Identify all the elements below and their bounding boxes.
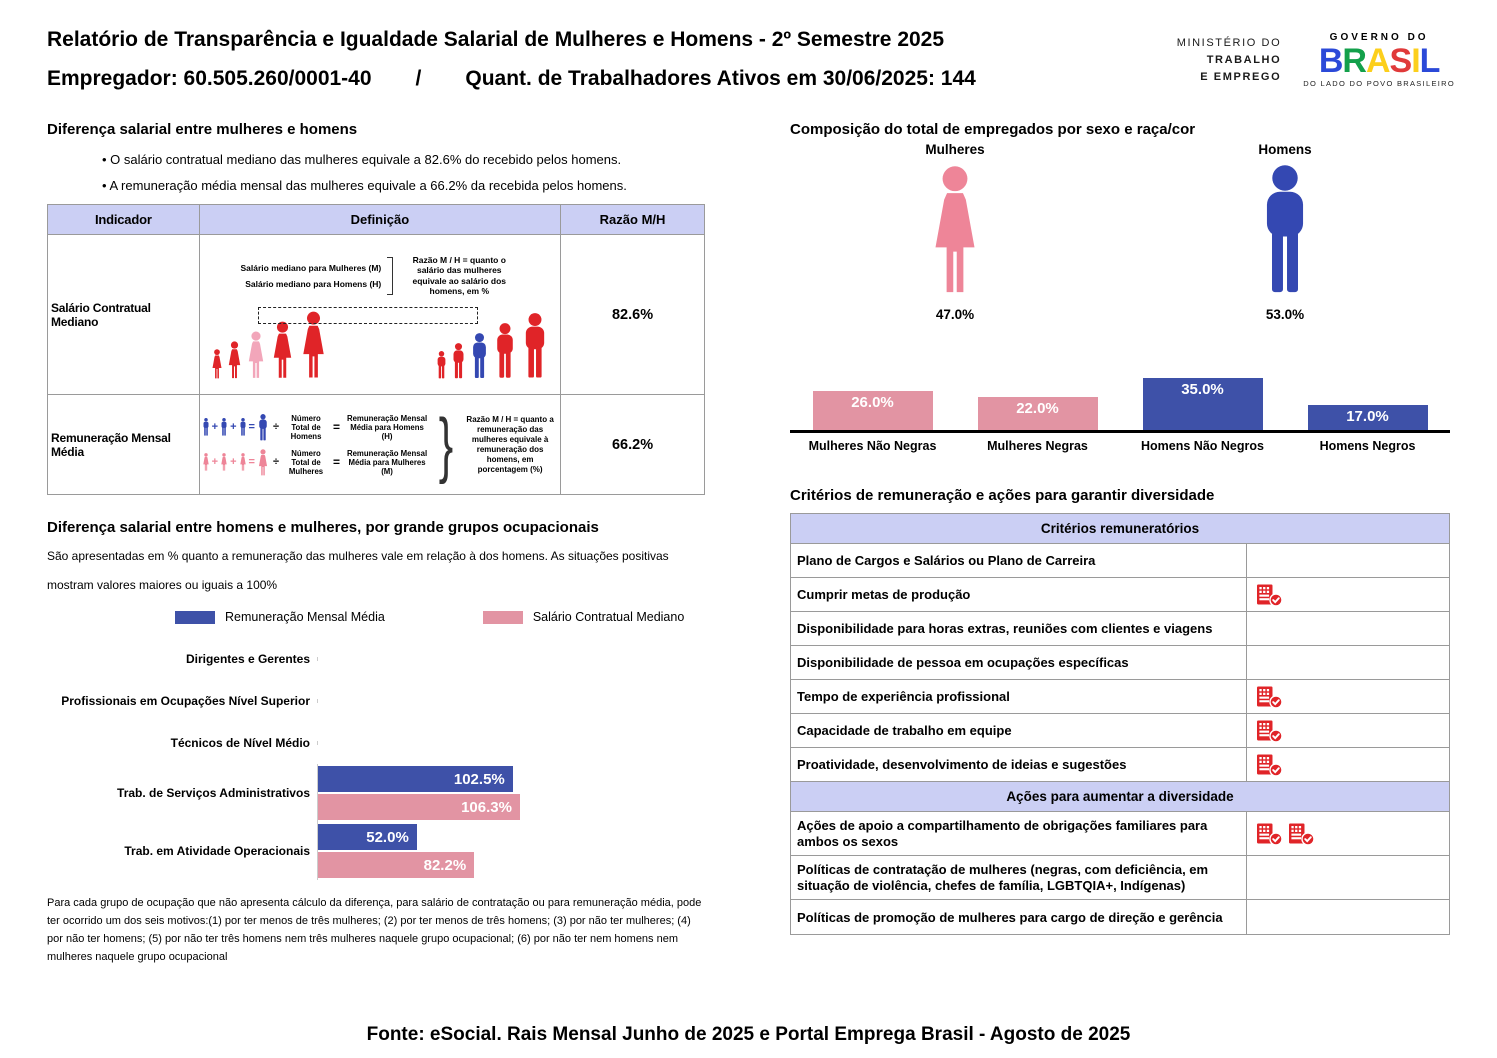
diagram1-label-men: Salário mediano para Homens (H)	[245, 278, 382, 289]
occupational-bars-area	[317, 741, 707, 745]
criteria-icons-cell	[1247, 748, 1449, 781]
average-pay-label: Remuneração Mensal Média para Homens (H)	[346, 413, 428, 441]
occupational-bar-chart	[47, 638, 707, 880]
occupation-group-label: Técnicos de Nível Médio	[170, 735, 310, 750]
criteria-row	[791, 544, 1449, 578]
composition-bar	[1143, 378, 1263, 431]
legend-swatch-pink	[483, 611, 523, 624]
bar-category-label: Homens Negros	[1319, 439, 1416, 453]
occupational-subtitle: São apresentadas em % quanto a remuneração das mulheres vale em relação à dos homens. As situações positivas mostram valores maiores ou iguais a 100%	[47, 549, 669, 592]
median-man-figure-icon	[469, 333, 490, 379]
equals-sign: =	[333, 420, 341, 434]
occupation-group-label: Dirigentes e Gerentes	[185, 651, 310, 666]
ministry-line1: MINISTÉRIO DO	[1176, 36, 1282, 49]
criteria-icons-cell	[1247, 680, 1449, 713]
diagram1-labels	[241, 260, 382, 292]
criteria-group-header: Ações para aumentar a diversidade	[791, 782, 1449, 812]
company-check-icon	[1288, 821, 1315, 846]
criteria-row	[791, 900, 1449, 934]
female-pictogram-block	[790, 142, 1120, 322]
bar-value-label: 17.0%	[1346, 407, 1389, 425]
criteria-row	[791, 714, 1449, 748]
occupational-chart-row	[47, 722, 707, 764]
ratio-value-median: 82.6%	[561, 235, 705, 395]
woman-figure-icon	[210, 349, 224, 379]
diagram1-pictogram	[206, 301, 554, 379]
ministry-line3: E EMPREGO	[1200, 70, 1282, 83]
criteria-label: Capacidade de trabalho em equipe	[791, 714, 1247, 747]
man-figure-icon	[520, 313, 550, 379]
divide-sign: ÷	[272, 421, 280, 433]
divide-sign: ÷	[272, 456, 280, 468]
bullet-median-salary: • O salário contratual mediano das mulheres equivale a 82.6% do recebido pelos homens.	[102, 152, 707, 167]
diagram1-note: Razão M / H = quanto o salário das mulheres equivale ao salário dos homens, em %	[412, 254, 507, 296]
employer-id: Empregador: 60.505.260/0001-40	[47, 67, 372, 90]
occupational-bar: 82.2%	[318, 852, 474, 878]
criteria-table	[790, 513, 1450, 935]
active-workers-count: Quant. de Trabalhadores Ativos em 30/06/2025: 144	[465, 67, 976, 90]
composition-heading: Composição do total de empregados por sexo e raça/cor	[790, 121, 1196, 138]
salary-gap-heading: Diferença salarial entre mulheres e homens	[47, 121, 358, 138]
occupational-chart-row	[47, 764, 707, 822]
legend-label-remuneracao: Remuneração Mensal Média	[225, 610, 385, 624]
legend-label-salario: Salário Contratual Mediano	[532, 610, 685, 624]
ratio-value-average: 66.2%	[561, 395, 705, 495]
occupational-chart-row	[47, 638, 707, 680]
diagram2-note: Razão M / H = quanto a remuneração das mulheres equivale à remuneração dos homens, em porcentagem (%)	[466, 414, 554, 474]
company-check-icon	[1256, 684, 1283, 709]
col-header-razao: Razão M/H	[561, 205, 705, 235]
criteria-label: Políticas de contratação de mulheres (negras, com deficiência, em situação de violência, chefes de família, LGBTQIA+, Indígenas)	[791, 856, 1247, 899]
company-check-icon	[1256, 582, 1283, 607]
small-figure-icon	[220, 453, 228, 471]
male-label: Homens	[1258, 142, 1312, 157]
criteria-icons-cell	[1247, 900, 1449, 934]
header-titles	[47, 28, 976, 91]
criteria-icons-cell	[1247, 544, 1449, 577]
col-header-indicador: Indicador	[48, 205, 200, 235]
criteria-row	[791, 748, 1449, 782]
bar-value-label: 35.0%	[1181, 380, 1224, 398]
company-check-icon	[1256, 718, 1283, 743]
occupational-bars-area	[317, 657, 707, 661]
governo-do-brasil-logo	[1303, 32, 1455, 88]
composition-bar-column	[1285, 405, 1450, 431]
composition-bar-column	[790, 391, 955, 430]
composition-bar-column	[955, 397, 1120, 430]
ministry-line2: TRABALHO	[1206, 53, 1282, 66]
criteria-label: Disponibilidade para horas extras, reuniões com clientes e viagens	[791, 612, 1247, 645]
criteria-label: Plano de Cargos e Salários ou Plano de Carreira	[791, 544, 1247, 577]
diagram1-label-women: Salário mediano para Mulheres (M)	[240, 262, 382, 273]
math-sign: +	[230, 456, 237, 468]
criteria-icons-cell	[1247, 646, 1449, 679]
definition-diagram-average	[199, 395, 560, 495]
criteria-row	[791, 612, 1449, 646]
criteria-label: Disponibilidade de pessoa em ocupações específicas	[791, 646, 1247, 679]
small-figure-icon	[239, 418, 247, 436]
criteria-row	[791, 646, 1449, 680]
brasil-letter: B	[1318, 42, 1343, 80]
composition-pictograms	[790, 142, 1450, 322]
female-label: Mulheres	[925, 142, 985, 157]
brasil-letter: I	[1411, 42, 1420, 80]
female-figure-icon	[923, 165, 987, 295]
left-column	[47, 91, 707, 966]
bracket-shape	[387, 257, 393, 295]
woman-figure-icon	[226, 341, 243, 379]
brasil-letter: L	[1419, 42, 1440, 80]
occupational-bars-area	[317, 699, 707, 703]
criteria-label: Proatividade, desenvolvimento de ideias e sugestões	[791, 748, 1247, 781]
composition-bar	[978, 397, 1098, 430]
small-figure-icon	[239, 453, 247, 471]
criteria-icons-cell	[1247, 578, 1449, 611]
man-figure-icon	[492, 323, 518, 379]
male-percentage: 53.0%	[1265, 307, 1305, 322]
math-sign: =	[248, 456, 255, 468]
gov-slogan: DO LADO DO POVO BRASILEIRO	[1303, 79, 1455, 88]
occupational-bar: 52.0%	[318, 824, 417, 850]
woman-figure-icon	[269, 321, 296, 379]
report-subtitle	[47, 67, 976, 91]
occupational-chart-row	[47, 680, 707, 722]
source-footer: Fonte: eSocial. Rais Mensal Junho de 2025 e Portal Emprega Brasil - Agosto de 2025	[366, 1024, 1131, 1045]
occupation-group-label: Trab. de Serviços Administrativos	[117, 785, 310, 800]
math-sign: +	[230, 421, 237, 433]
indicator-table	[47, 204, 705, 495]
occupational-footnote: Para cada grupo de ocupação que não apresenta cálculo da diferença, para salário de contratação ou para remuneração média, pode ter ocorrido um dos seis motivos:(1) por ter menos de três mulheres; (2) por ter menos de três homens; (3) por não ter mulheres; (4) por não ter homens; (5) por não ter três homens nem três mulheres naquele grupo ocupacional; (6) por não ter nem homens nem mulheres naquele grupo ocupacional	[47, 897, 702, 963]
indicator-label: Salário Contratual Mediano	[48, 235, 200, 395]
chart-legend	[175, 610, 707, 624]
male-pictogram-block	[1120, 142, 1450, 322]
criteria-label: Tempo de experiência profissional	[791, 680, 1247, 713]
brace-shape: }	[438, 404, 454, 485]
indicator-table-header-row	[48, 205, 705, 235]
bar-category-label: Mulheres Não Negras	[808, 439, 937, 453]
report-title: Relatório de Transparência e Igualdade Salarial de Mulheres e Homens - 2º Semestre 2025	[47, 28, 945, 51]
criteria-icons-cell	[1247, 714, 1449, 747]
company-check-icon	[1256, 752, 1283, 777]
main-columns	[0, 91, 1497, 966]
composition-bar-labels	[790, 439, 1450, 453]
small-figure-icon	[202, 418, 210, 436]
occupational-bar: 102.5%	[318, 766, 513, 792]
equals-sign: =	[333, 455, 341, 469]
criteria-row	[791, 578, 1449, 612]
col-header-definicao: Definição	[199, 205, 560, 235]
large-figure-icon	[257, 449, 269, 476]
brasil-wordmark	[1303, 43, 1455, 79]
composition-bar-chart	[790, 374, 1450, 430]
criteria-label: Ações de apoio a compartilhamento de obrigações familiares para ambos os sexos	[791, 812, 1247, 855]
bar-category-label: Homens Não Negros	[1141, 439, 1264, 453]
criteria-label: Políticas de promoção de mulheres para cargo de direção e gerência	[791, 900, 1247, 934]
brasil-letter: R	[1342, 42, 1366, 80]
right-column	[790, 91, 1450, 966]
criteria-label: Cumprir metas de produção	[791, 578, 1247, 611]
brasil-letter: S	[1389, 42, 1412, 80]
brasil-letter: A	[1365, 42, 1390, 80]
header-logos	[1177, 32, 1455, 88]
criteria-icons-cell	[1247, 812, 1449, 855]
criteria-row	[791, 680, 1449, 714]
table-row-remuneracao-media	[48, 395, 705, 495]
large-figure-icon	[257, 414, 269, 441]
composition-bar	[813, 391, 933, 430]
occupational-bars-area	[317, 822, 707, 880]
formula-row	[202, 449, 430, 476]
ministry-logo	[1177, 35, 1282, 86]
total-count-label: Número Total de Mulheres	[288, 448, 324, 476]
male-figure-icon	[1256, 165, 1314, 295]
company-check-icon	[1256, 821, 1283, 846]
criteria-heading: Critérios de remuneração e ações para garantir diversidade	[790, 487, 1215, 504]
bar-value-label: 26.0%	[851, 394, 894, 411]
gov-top-text: GOVERNO DO	[1329, 32, 1429, 43]
bar-category-label: Mulheres Negras	[987, 439, 1088, 453]
occupation-group-label: Trab. em Atividade Operacionais	[124, 843, 310, 858]
subtitle-separator: /	[415, 67, 422, 90]
formula-row	[202, 414, 430, 441]
composition-bar-column	[1120, 378, 1285, 431]
math-sign: =	[248, 421, 255, 433]
criteria-icons-cell	[1247, 856, 1449, 899]
math-sign: +	[211, 421, 219, 433]
diagram2-formula-rows	[202, 414, 430, 476]
small-figure-icon	[220, 418, 228, 436]
female-percentage: 47.0%	[935, 307, 975, 322]
definition-diagram-median	[199, 235, 560, 395]
small-figure-icon	[202, 453, 210, 471]
composition-bar	[1308, 405, 1428, 431]
criteria-row	[791, 812, 1449, 856]
occupational-heading: Diferença salarial entre homens e mulheres, por grande grupos ocupacionais	[47, 519, 599, 536]
chart-baseline	[790, 430, 1450, 433]
occupational-chart-row	[47, 822, 707, 880]
median-woman-figure-icon	[245, 331, 267, 379]
table-row-salario-mediano	[48, 235, 705, 395]
occupational-bar: 106.3%	[318, 794, 520, 820]
salary-gap-bullets	[102, 152, 707, 193]
criteria-group-header: Critérios remuneratórios	[791, 514, 1449, 544]
indicator-label: Remuneração Mensal Média	[48, 395, 200, 495]
legend-swatch-blue	[175, 611, 215, 624]
criteria-row	[791, 856, 1449, 900]
average-pay-label: Remuneração Mensal Média para Mulheres (M)	[346, 448, 428, 476]
bullet-average-pay: • A remuneração média mensal das mulheres equivale a 66.2% da recebida pelos homens.	[102, 178, 707, 193]
criteria-icons-cell	[1247, 612, 1449, 645]
bar-value-label: 22.0%	[1016, 400, 1059, 417]
man-figure-icon	[435, 351, 448, 379]
occupation-group-label: Profissionais em Ocupações Nível Superior	[61, 693, 310, 708]
report-header	[0, 0, 1497, 91]
man-figure-icon	[450, 343, 467, 379]
median-dashed-connector	[258, 307, 478, 324]
occupational-bars-area	[317, 764, 707, 822]
math-sign: +	[211, 456, 219, 468]
total-count-label: Número Total de Homens	[290, 413, 322, 441]
